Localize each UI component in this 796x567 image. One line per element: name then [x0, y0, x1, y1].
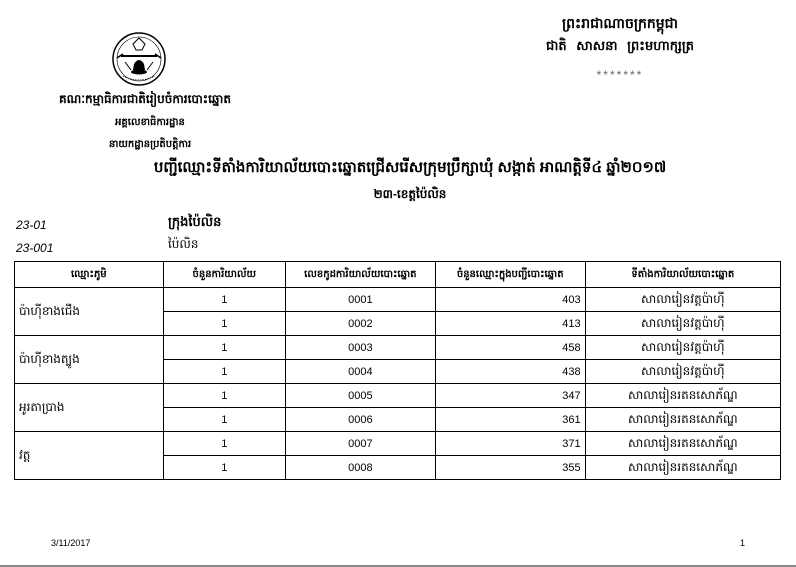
office-code-cell: 0007 [285, 432, 435, 456]
organization-name: គណៈកម្មាធិការជាតិរៀបចំការបោះឆ្នោត [59, 92, 231, 106]
table-row [15, 384, 781, 408]
office-code-cell: 0003 [285, 336, 435, 360]
header-office-count: ចំនួនការិយាល័យ [163, 262, 285, 288]
commune-code: 23-001 [16, 241, 54, 255]
header-office-location: ទីតាំងការិយាល័យបោះឆ្នោត [585, 262, 780, 288]
office-count-cell: 1 [163, 360, 285, 384]
location-cell: សាលារៀនវត្តប៉ាហ៊ី [585, 360, 780, 384]
table-row [15, 336, 781, 360]
table-row [15, 432, 781, 456]
header-village: ឈ្មោះភូមិ [15, 262, 164, 288]
office-count-cell: 1 [163, 456, 285, 480]
district-name: ក្រុងប៉ៃលិន [168, 214, 222, 229]
office-code-cell: 0008 [285, 456, 435, 480]
office-code-cell: 0001 [285, 288, 435, 312]
location-cell: សាលារៀនរតនសោភ័ណ្ឌ [585, 408, 780, 432]
table-row [15, 288, 781, 312]
village-cell: ប៉ាហ៊ីខាងជើង [15, 288, 164, 336]
office-count-cell: 1 [163, 312, 285, 336]
location-cell: សាលារៀនរតនសោភ័ណ្ឌ [585, 432, 780, 456]
national-motto: ជាតិ សាសនា ព្រះមហាក្សត្រ [546, 38, 694, 53]
office-code-cell: 0002 [285, 312, 435, 336]
commune-name: ប៉ៃលិន [168, 237, 199, 251]
village-cell: ប៉ាហ៊ីខាងត្បូង [15, 336, 164, 384]
office-count-cell: 1 [163, 432, 285, 456]
district-code: 23-01 [16, 218, 47, 232]
village-cell: វត្ត [15, 432, 164, 480]
header-voter-count: ចំនួនឈ្មោះក្នុងបញ្ជីបោះឆ្នោត [435, 262, 585, 288]
village-cell: អូរតាប្រាង [15, 384, 164, 432]
office-code-cell: 0004 [285, 360, 435, 384]
voter-count-cell: 371 [435, 432, 585, 456]
voter-count-cell: 458 [435, 336, 585, 360]
voter-count-cell: 438 [435, 360, 585, 384]
location-cell: សាលារៀនវត្តប៉ាហ៊ី [585, 312, 780, 336]
office-count-cell: 1 [163, 384, 285, 408]
document-title: បញ្ជីឈ្មោះទីតាំងការិយាល័យបោះឆ្នោតជ្រើសរើសក្រុមប្រឹក្សាឃុំ សង្កាត់ អាណត្តិទី៤ ឆ្នាំ២០១៧ [153, 159, 667, 176]
page-number: 1 [740, 538, 746, 548]
office-code-cell: 0005 [285, 384, 435, 408]
province-subtitle: ២៣-ខេត្តប៉ៃលិន [373, 187, 447, 201]
print-date: 3/11/2017 [51, 538, 91, 548]
voter-count-cell: 413 [435, 312, 585, 336]
location-cell: សាលារៀនរតនសោភ័ណ្ឌ [585, 456, 780, 480]
table-header-row [15, 262, 781, 288]
polling-stations-table [14, 261, 781, 480]
secretariat-name: អគ្គលេខាធិការដ្ឋាន [115, 117, 185, 128]
voter-count-cell: 403 [435, 288, 585, 312]
office-code-cell: 0006 [285, 408, 435, 432]
location-cell: សាលារៀនរតនសោភ័ណ្ឌ [585, 384, 780, 408]
office-count-cell: 1 [163, 336, 285, 360]
header-office-code: លេខកូដការិយាល័យបោះឆ្នោត [285, 262, 435, 288]
kingdom-heading: ព្រះរាជាណាចក្រកម្ពុជា [561, 15, 678, 31]
voter-count-cell: 361 [435, 408, 585, 432]
location-cell: សាលារៀនវត្តប៉ាហ៊ី [585, 336, 780, 360]
voter-count-cell: 347 [435, 384, 585, 408]
decorative-stars: ******* [596, 68, 644, 82]
voter-count-cell: 355 [435, 456, 585, 480]
department-name: នាយកដ្ឋានប្រតិបត្តិការ [108, 139, 192, 150]
nec-emblem-icon [109, 30, 169, 88]
location-cell: សាលារៀនវត្តប៉ាហ៊ី [585, 288, 780, 312]
office-count-cell: 1 [163, 288, 285, 312]
office-count-cell: 1 [163, 408, 285, 432]
